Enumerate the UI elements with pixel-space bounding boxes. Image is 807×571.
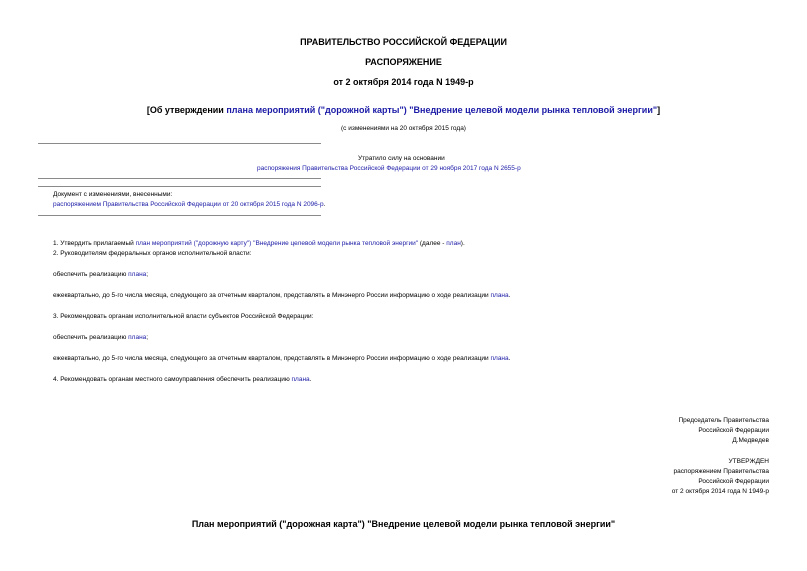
paragraph-8: [53, 376, 311, 383]
title-suffix: ]: [657, 105, 661, 115]
p3-text: обеспечить реализацию: [53, 271, 129, 278]
paragraph-4: [53, 292, 510, 299]
p1-text-b: (далее -: [418, 240, 447, 247]
divider: [38, 178, 321, 179]
government-heading: ПРАВИТЕЛЬСТВО РОССИЙСКОЙ ФЕДЕРАЦИИ: [300, 37, 507, 47]
title-prefix: [Об утверждении: [146, 105, 227, 115]
approved-line-3: Российской Федерации: [698, 478, 769, 485]
signature-line-2: Российской Федерации: [698, 427, 769, 434]
amended-by-link[interactable]: распоряжением Правительства Российской Федерации от 20 октября 2015 года N 2096-р: [53, 201, 324, 208]
divider: [38, 186, 321, 187]
p7-text: ежеквартально, до 5-го числа месяца, следующего за отчетным кварталом, представлять в Минэнерго России информацию о ходе реализации: [53, 355, 491, 362]
signature-name: Д.Медведев: [732, 437, 769, 444]
lost-force-text: Утратило силу на основании: [358, 155, 445, 162]
p7-text-b: .: [508, 355, 511, 362]
paragraph-7: [53, 355, 510, 362]
title-plan-link[interactable]: плана мероприятий ("дорожной карты") "Внедрение целевой модели рынка тепловой энергии": [226, 105, 658, 115]
signature-line-1: Председатель Правительства: [678, 417, 769, 424]
p1-text-c: ).: [460, 240, 465, 247]
document-date-number: от 2 октября 2014 года N 1949-р: [333, 77, 474, 87]
amended-by-end: .: [323, 201, 326, 208]
p8-text: 4. Рекомендовать органам местного самоуправления обеспечить реализацию: [53, 376, 292, 383]
amended-by-line: [53, 201, 325, 208]
p4-plan-link[interactable]: плана: [490, 292, 509, 299]
p6-text-b: ;: [146, 334, 149, 341]
p8-plan-link[interactable]: плана: [291, 376, 310, 383]
amended-note: (с изменениями на 20 октября 2015 года): [341, 125, 466, 132]
p1-text: 1. Утвердить прилагаемый: [53, 240, 136, 247]
p3-plan-link[interactable]: плана: [128, 271, 147, 278]
document-title: [0, 105, 807, 115]
amended-by-text: Документ с изменениями, внесенными:: [53, 191, 173, 198]
paragraph-1: [53, 240, 465, 247]
approved-line-2: распоряжением Правительства: [673, 468, 769, 475]
p7-plan-link[interactable]: плана: [490, 355, 509, 362]
approved-line-4: от 2 октября 2014 года N 1949-р: [671, 488, 769, 495]
p8-text-b: .: [309, 376, 312, 383]
p6-plan-link[interactable]: плана: [128, 334, 147, 341]
p4-text: ежеквартально, до 5-го числа месяца, следующего за отчетным кварталом, представлять в Минэнерго России информацию о ходе реализации: [53, 292, 491, 299]
divider: [38, 215, 321, 216]
p1-plan-link[interactable]: план мероприятий ("дорожную карту") "Внедрение целевой модели рынка тепловой энергии": [135, 240, 419, 247]
approved-line-1: УТВЕРЖДЕН: [728, 458, 769, 465]
p3-text-b: ;: [146, 271, 149, 278]
divider: [38, 143, 321, 144]
paragraph-2: 2. Руководителям федеральных органов исполнительной власти:: [53, 250, 252, 257]
plan-title: План мероприятий ("дорожная карта") "Внедрение целевой модели рынка тепловой энергии": [191, 519, 616, 529]
paragraph-5: 3. Рекомендовать органам исполнительной власти субъектов Российской Федерации:: [53, 313, 314, 320]
p1-plan-short-link[interactable]: план: [446, 240, 461, 247]
paragraph-3: [53, 271, 148, 278]
lost-force-link[interactable]: распоряжения Правительства Российской Федерации от 29 ноября 2017 года N 2655-р: [257, 165, 521, 172]
p4-text-b: .: [508, 292, 511, 299]
paragraph-6: [53, 334, 148, 341]
document-type: РАСПОРЯЖЕНИЕ: [365, 57, 442, 67]
p6-text: обеспечить реализацию: [53, 334, 129, 341]
